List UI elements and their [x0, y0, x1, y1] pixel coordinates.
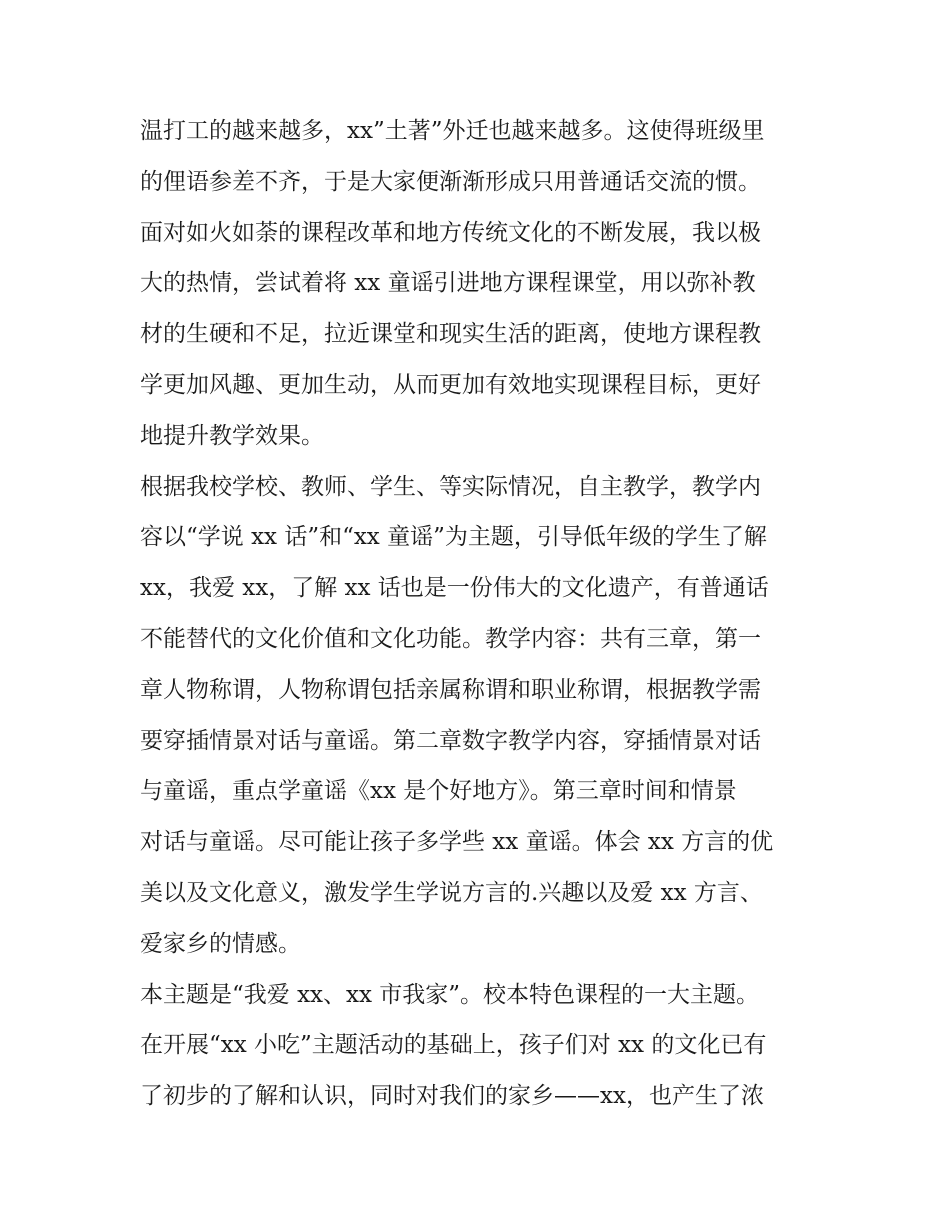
text-line: 要穿插情景对话与童谣。第二章数字教学内容，穿插情景对话: [140, 727, 761, 754]
text-line: 章人物称谓，人物称谓包括亲属称谓和职业称谓，根据教学需: [140, 676, 761, 703]
text-line: 根据我校学校、教师、学生、等实际情况，自主教学，教学内: [140, 473, 761, 500]
text-line: 学更加风趣、更加生动，从而更加有效地实现课程目标，更好: [140, 371, 761, 398]
text-line: 本主题是“我爱 xx、xx 市我家”。校本特色课程的一大主题。: [140, 981, 760, 1008]
text-line: 温打工的越来越多，xx”土著”外迁也越来越多。这使得班级里: [140, 118, 765, 144]
text-line: 在开展“xx 小吃”主题活动的基础上，孩子们对 xx 的文化已有: [140, 1032, 767, 1059]
text-line: xx，我爱 xx，了解 xx 话也是一份伟大的文化遗产，有普通话: [140, 575, 769, 602]
text-line: 大的热情，尝试着将 xx 童谣引进地方课程课堂，用以弥补教: [140, 270, 756, 297]
text-line: 面对如火如荼的课程改革和地方传统文化的不断发展，我以极: [140, 219, 761, 246]
text-line: 与童谣，重点学童谣《xx 是个好地方》。第三章时间和情景: [140, 778, 737, 805]
body-text: [140, 106, 820, 1122]
text-line: 的俚语参差不齐，于是大家便渐渐形成只用普通话交流的惯。: [140, 168, 761, 195]
text-line: 容以“学说 xx 话”和“xx 童谣”为主题，引导低年级的学生了解: [140, 524, 767, 551]
text-line: 不能替代的文化价值和文化功能。教学内容：共有三章，第一: [140, 625, 761, 652]
text-line: 美以及文化意义，激发学生学说方言的.兴趣以及爱 xx 方言、: [140, 879, 763, 906]
text-line: 材的生硬和不足，拉近课堂和现实生活的距离，使地方课程教: [140, 321, 761, 348]
text-line: 对话与童谣。尽可能让孩子多学些 xx 童谣。体会 xx 方言的优: [140, 829, 774, 856]
text-line: 了初步的了解和认识，同时对我们的家乡——xx，也产生了浓: [140, 1083, 764, 1110]
text-line: 地提升教学效果。: [140, 422, 324, 449]
text-line: 爱家乡的情感。: [140, 930, 301, 957]
